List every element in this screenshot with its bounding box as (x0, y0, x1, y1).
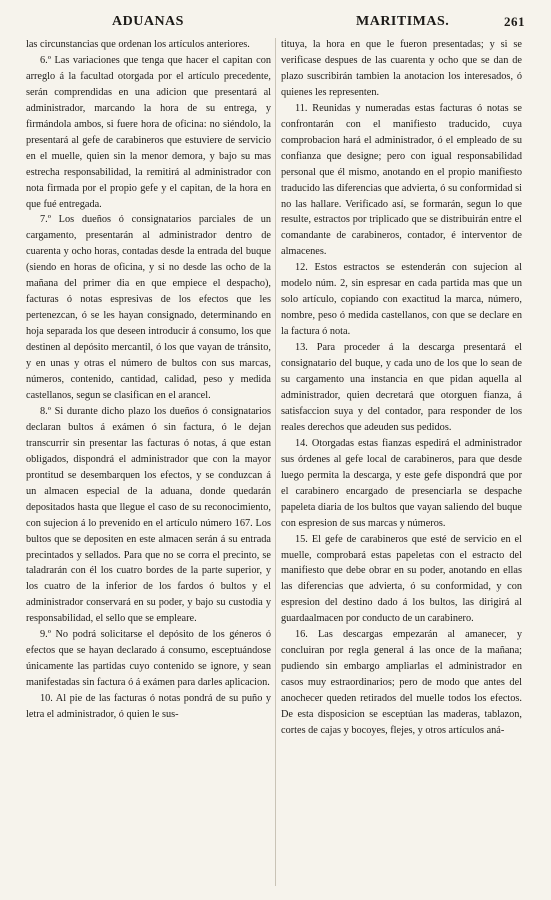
header-right-title: MARITIMAS. (356, 14, 450, 29)
paragraph-article-10-continued: tituya, la hora en que le fueron presentadas; y si se verificase despues de las cuarenta y ocho que se dan de plazo suscribirán tambien la anotacion los interesados, ó quienes les representen. (281, 39, 522, 98)
column-divider (275, 38, 276, 886)
paragraph-article-13: 13. Para proceder á la descarga presentará el consignatario del buque, y cada uno de los que lo sean de su cargamento una instancia en que pidan aquella al administrador, quien decretará que otorguen fianza, á satisfaccion suya y del contador, para responder de los reales derechos que adeuden sus pedidos. (281, 342, 522, 433)
running-header (0, 14, 551, 36)
left-column (26, 37, 271, 887)
paragraph-article-12: 12. Estos estractos se estenderán con sujecion al modelo núm. 2, sin espresar en cada partida mas que un solo artículo, copiando con exactitud la marca, número, nombre, peso ó medida castellanos, con que se declare en la factura ó nota. (281, 262, 522, 338)
paragraph-article-16: 16. Las descargas empezarán al amanecer, y concluiran por regla general á las once de la mañana; pudiendo sin embargo ampliarlas el administrador en casos muy estraordinarios; pero de modo que antes del anochecer queden retirados del muelle todos los efectos. De esta disposicion se esceptúan las maderas, tablazon, cortes de cajas y bocoyes, flejes, y otros artículos aná- (281, 629, 522, 736)
paragraph-article-14: 14. Otorgadas estas fianzas espedirá el administrador sus órdenes al gefe local de carabineros, para que desde luego permita la descarga, y este gefe dispondrá que por el carabinero encargado de presenciarla se despache papeleta diaria de los bultos que vayan saliendo del buque con espresion de sus marcas y números. (281, 437, 522, 529)
paragraph-article-7: 7.º Los dueños ó consignatarios parciales de un cargamento, presentarán al administrador dentro de cuarenta y ocho horas, contadas desde la entrada del buque (siendo en horas de oficina, y si no desde las ocho de la mañana del primer dia en que empiece el despacho), facturas ó notas espresivas de los efectos que les pertenezcan, ó se les hayan consignado, determinando en hoja separada los que deseen introducir á consumo, los que destinen al depósito mercantil, ó los que vayan de tránsito, y en unas y otras el número de bultos con sus marcas, números, contenido, cantidad, calidad, peso y medida castellanos, segun se clasifican en el arancel. (26, 214, 271, 401)
paragraph-continuation: las circunstancias que ordenan los artículos anteriores. (26, 39, 250, 50)
paragraph-article-10: 10. Al pie de las facturas ó notas pondrá de su puño y letra el administrador, ó quien le sus- (26, 693, 271, 721)
paragraph-article-6: 6.º Las variaciones que tenga que hacer el capitan con arreglo á la facultad otorgada por el artículo precedente, serán comprendidas en una adicion que presentará al administrador, marcando la hora de su entrega, y firmándola ambos, si fuere hora de oficina: no siéndolo, la presentará al gefe de carabineros que estuviere de servicio en el muelle, quien sin la menor demora, y bajo su mas estrecha responsabilidad, la remitirá al administrador con nota firmada por el propio gefe y el capitan, de la hora en que fué entregada. (26, 54, 271, 210)
right-column (281, 37, 522, 887)
paragraph-article-15: 15. El gefe de carabineros que esté de servicio en el muelle, comprobará estas papeletas con el estracto del manifiesto que debe obrar en su poder, anotando en ellas las diferencias que advierta, ó su conformidad, y con espresion del destino dado á los bultos, las dirigirá al guardaalmacen por conducto de un carabinero. (281, 533, 522, 625)
paragraph-article-11: 11. Reunidas y numeradas estas facturas ó notas se confrontarán con el manifiesto traducido, cuya comprobacion hará el administrador, ó el empleado de su confianza que designe; pero con igual responsabilidad personal que él mismo, anotando en el propio manifiesto traducido las diferencias que advierta, ó su conformidad si no las hallare. Verificado así, se formarán, segun lo que resulte, estractos por triplicado que se distribuirán entre el comandante de carabineros, contador, é interventor de almacenes. (281, 102, 522, 258)
paragraph-article-9: 9.º No podrá solicitarse el depósito de los géneros ó efectos que se hayan declarado á consumo, esceptuándose únicamente las partidas cuyo contenido se ignore, y sean manifestadas sin factura ó á exámen para darles aplicacion. (26, 629, 271, 689)
paragraph-article-8: 8.º Si durante dicho plazo los dueños ó consignatarios declaran bultos á exámen ó sin factura, ó le dejan transcurrir sin presentar las facturas ó notas, á que estan obligados, dispondrá el administrador que con la mayor prontitud se desembarquen los efectos, y se conduzcan á un almacen especial de la aduana, donde quedarán depositados hasta que llegue el caso de su reconocimiento, con sujecion á lo prevenido en el artículo número 167. Los bultos que se depositen en este almacen serán á su entrada precintados y sellados. Para que no se corra el precinto, se taladrarán con él los cuatro bordes de la parte superior, y los cuatro de la inferior de los fardos ó bultos y el administrador conservará en su poder, y bajo su custodia y responsabilidad, el sello que se empleare. (26, 405, 271, 625)
header-left-title: ADUANAS (112, 14, 184, 29)
page-number: 261 (504, 14, 525, 29)
